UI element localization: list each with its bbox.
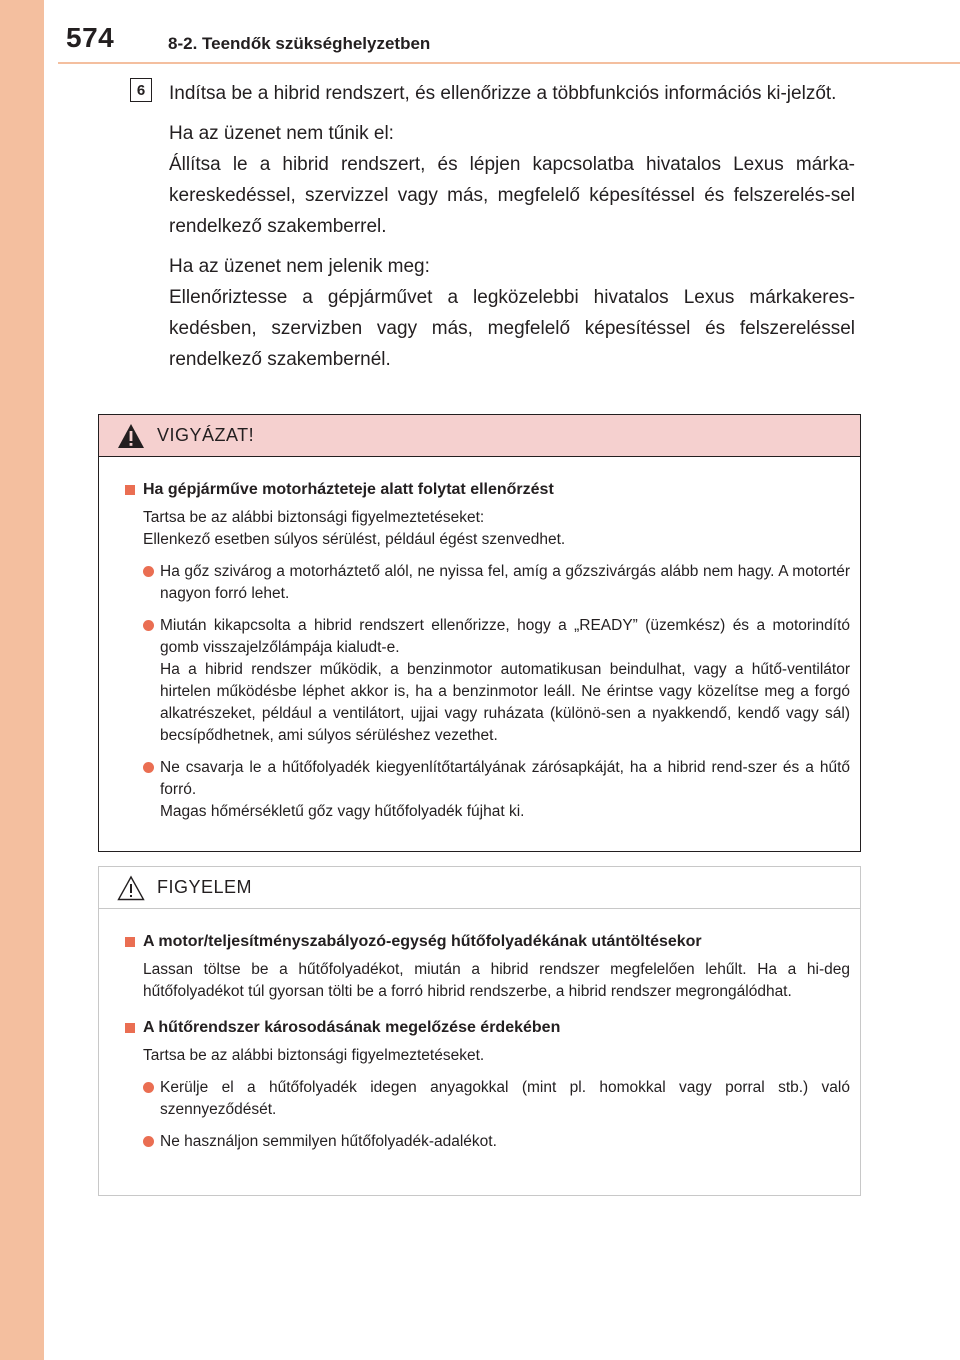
- round-bullet-icon: [143, 620, 154, 631]
- round-bullet-icon: [143, 1136, 154, 1147]
- page-header: [0, 0, 960, 70]
- warning-triangle-icon: [117, 423, 145, 449]
- step-paragraph: Állítsa le a hibrid rendszert, és lépjen kapcsolatba hivatalos Lexus márka-kereskedéssel, szervizzel vagy más, megfelelő képesítéssel és felszerelés-sel rendelkező szakemberrel.: [169, 154, 855, 237]
- notice-box: [98, 866, 861, 1196]
- chapter-sidebar-tab: [0, 0, 44, 1360]
- notice-bullet: Kerülje el a hűtőfolyadék idegen anyagokkal (mint pl. homokkal vagy porral stb.) való szennyeződését.: [143, 1077, 850, 1121]
- warning-header: [99, 415, 860, 457]
- notice-paragraph: Lassan töltse be a hűtőfolyadékot, miután a hibrid rendszer megfelelően lehűlt. Ha a hi-deg hűtőfolyadékot túl gyorsan tölti be a forró hibrid rendszerbe, a hibrid rendszer megrongálódhat.: [143, 961, 850, 1000]
- step-paragraph: Ellenőriztesse a gépjárművet a legközelebbi hivatalos Lexus márkakeres-kedésben, szervizben vagy más, megfelelő képesítéssel és felszereléssel rendelkező szakembernél.: [169, 287, 855, 370]
- notice-bullet: Ne használjon semmilyen hűtőfolyadék-adalékot.: [143, 1131, 850, 1153]
- notice-section-title: A hűtőrendszer károsodásának megelőzése érdekében: [125, 1017, 850, 1039]
- header-divider: [58, 62, 960, 64]
- round-bullet-icon: [143, 566, 154, 577]
- round-bullet-icon: [143, 762, 154, 773]
- notice-paragraph: Tartsa be az alábbi biztonsági figyelmeztetéseket.: [143, 1047, 485, 1064]
- warning-bullet: Ha gőz szivárog a motorháztető alól, ne nyissa fel, amíg a gőzszivárgás alább nem hagy. A motortér nagyon forró lehet.: [143, 561, 850, 605]
- warning-label: VIGYÁZAT!: [157, 425, 255, 445]
- caution-triangle-icon: [117, 875, 145, 901]
- warning-section-title: Ha gépjárműve motorházteteje alatt folytat ellenőrzést: [125, 479, 850, 501]
- notice-body: [99, 909, 860, 1153]
- round-bullet-icon: [143, 1082, 154, 1093]
- square-bullet-icon: [125, 937, 135, 947]
- square-bullet-icon: [125, 485, 135, 495]
- step-number-badge: 6: [130, 78, 152, 102]
- notice-header: [99, 867, 860, 909]
- warning-bullet: Ne csavarja le a hűtőfolyadék kiegyenlítőtartályának zárósapkáját, ha a hibrid rend-szer és a hűtő forró. Magas hőmérsékletű gőz vagy hűtőfolyadék fújhat ki.: [143, 757, 850, 823]
- step-condition: Ha az üzenet nem jelenik meg:: [169, 256, 430, 277]
- warning-box: [98, 414, 861, 852]
- section-title: 8-2. Teendők szükséghelyzetben: [168, 34, 431, 53]
- warning-body: [99, 457, 860, 823]
- notice-label: FIGYELEM: [157, 877, 253, 897]
- notice-section-title: A motor/teljesítményszabályozó-egység hűtőfolyadékának utántöltésekor: [125, 931, 850, 953]
- warning-intro: Tartsa be az alábbi biztonsági figyelmeztetéseket: Ellenkező esetben súlyos sérülést, például égést szenvedhet.: [143, 509, 566, 548]
- page-number: 574: [66, 22, 115, 53]
- step-paragraph: Indítsa be a hibrid rendszert, és ellenőrizze a többfunkciós információs ki-jelzőt.: [169, 83, 837, 104]
- square-bullet-icon: [125, 1023, 135, 1033]
- step-condition: Ha az üzenet nem tűnik el:: [169, 123, 394, 144]
- step-text: [169, 78, 855, 375]
- warning-bullet: Miután kikapcsolta a hibrid rendszert ellenőrizze, hogy a „READY” (üzemkész) és a motorindító gomb visszajelzőlámpája kialudt-e. Ha a hibrid rendszer működik, a benzinmotor automatikusan beindulhat, vagy a hűtő-ventilátor hirtelen működésbe léphet akkor is, ha a benzinmotor leáll. Ne érintse vagy közelítse meg a forgó alkatrészeket, például a ventilátort, ujjai vagy ruházata (különö-sen a nyakkendő, kendő vagy sál) becsípődhetnek, ami súlyos sérüléshez vezethet.: [143, 615, 850, 747]
